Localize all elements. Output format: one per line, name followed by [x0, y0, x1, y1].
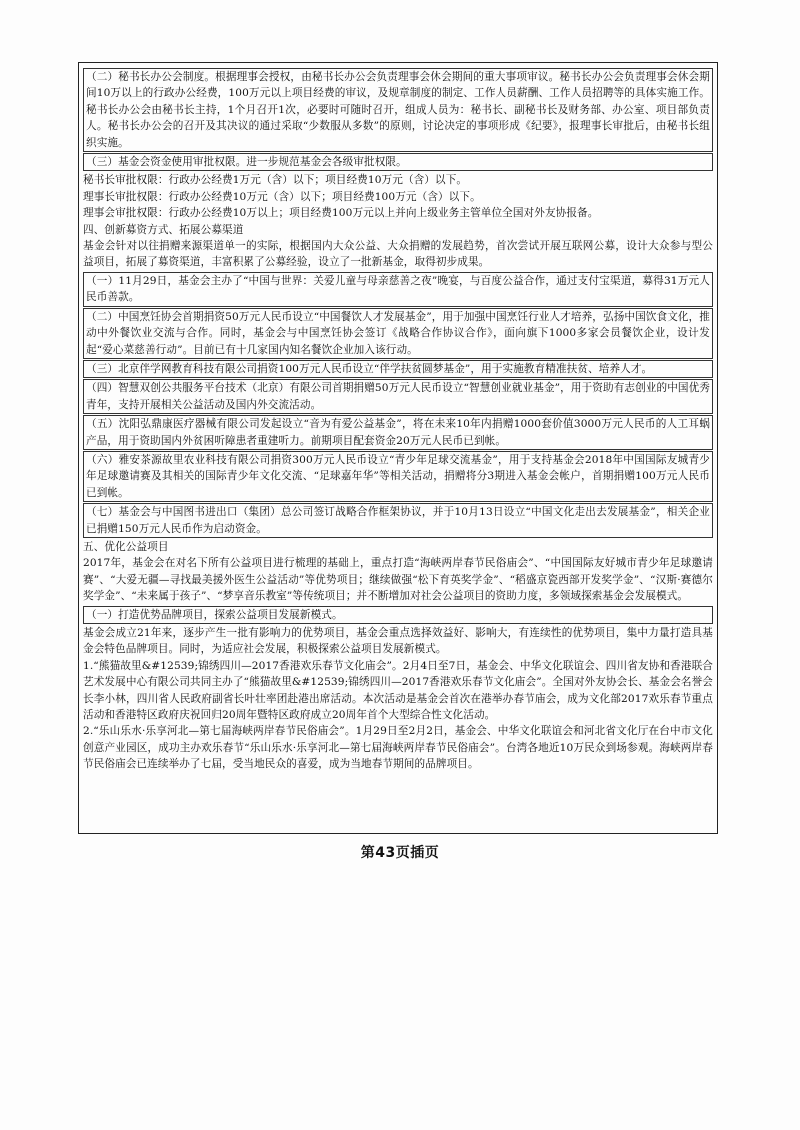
- paragraph: 2017年，基金会在对名下所有公益项目进行梳理的基础上，重点打造“海峡两岸春节民俗庙会”、“中国国际友好城市青少年足球邀请赛”、“大爱无疆—寻找最美援外医生公益活动”等优势项目；继续做强“松下育英奖学金”、“稻盛京瓷西部开发奖学金”、“汉斯·赛德尔奖学金”、“未来属于孩子”、“梦享音乐教室”等传统项目；并不断增加对社会公益项目的资助力度，多领域探索基金会发展模式。: [83, 557, 713, 603]
- paragraph: （三）北京伴学网教育科技有限公司捐资100万元人民币设立“伴学扶贫圆梦基金”，用于实施教育精准扶贫、培养人才。: [83, 360, 713, 378]
- paragraph: 1.“熊猫故里&#12539;锦绣四川—2017香港欢乐春节文化庙会”。2月4日至7日，基金会、中华文化联谊会、四川省友协和香港联合艺术发展中心有限公司共同主办了“熊猫故里&#12539;锦绣四川—2017香港欢乐春节文化庙会”。全国对外友协会长、基金会名誉会长李小林，四川省人民政府副省长叶壮率团赴港出席活动。本次活动是基金会首次在港举办春节庙会，成为文化部2017欢乐春节重点活动和香港特区政府庆祝回归20周年暨特区政府成立20周年首个大型综合性文化活动。: [83, 659, 713, 722]
- paragraph: 基金会成立21年来，逐步产生一批有影响力的优势项目，基金会重点选择效益好、影响大，有连续性的优势项目，集中力量打造具基金会特色品牌项目。同时，为适应社会发展，积极探索公益项目发展新模式。: [83, 627, 713, 656]
- paragraph: （二）秘书长办公会制度。根据理事会授权，由秘书长办公会负责理事会休会期间的重大事项审议。秘书长办公会负责理事会休会期间10万以上的行政办公经费，100万元以上项目经费的审议，及规章制度的制定、工作人员薪酬、工作人员招聘等的具体实施工作。秘书长办公会由秘书长主持，1个月召开1次，必要时可随时召开，组成人员为：秘书长、副秘书长及财务部、办公室、项目部负责人。秘书长办公会的召开及其决议的通过采取“少数服从多数”的原则，讨论决定的事项形成《纪要》，报理事长审批后，由秘书长组织实施。: [83, 68, 713, 152]
- paragraph: 基金会针对以往捐赠来源渠道单一的实际，根据国内大众公益、大众捐赠的发展趋势，首次尝试开展互联网公募，设计大众参与型公益项目，拓展了募资渠道，丰富积累了公募经验，设立了一批新基金，取得初步成果。: [83, 240, 713, 269]
- paragraph: （七）基金会与中国图书进出口（集团）总公司签订战略合作框架协议，并于10月13日设立“中国文化走出去发展基金”，相关企业已捐赠150万元人民币作为启动资金。: [83, 503, 713, 538]
- paragraph: 理事长审批权限：行政办公经费10万元（含）以下；项目经费100万元（含）以下。: [83, 190, 481, 203]
- paragraph: 四、创新募资方式、拓展公募渠道: [83, 223, 244, 236]
- document-body: [79, 63, 717, 773]
- paragraph: 秘书长审批权限：行政办公经费1万元（含）以下；项目经费10万元（含）以下。: [83, 174, 468, 187]
- paragraph: （六）雅安茶源故里农业科技有限公司捐资300万元人民币设立“青少年足球交流基金”，用于支持基金会2018年中国国际友城青少年足球邀请赛及其相关的国际青少年文化交流、“足球嘉年华”等相关活动，捐赠将分3期进入基金会帐户，首期捐赠100万元人民币已到帐。: [83, 451, 713, 502]
- paragraph: （四）智慧双创公共服务平台技术（北京）有限公司首期捐赠50万元人民币设立“智慧创业就业基金”，用于资助有志创业的中国优秀青年，支持开展相关公益活动及国内外交流活动。: [83, 379, 713, 414]
- paragraph: （一）打造优势品牌项目，探索公益项目发展新模式。: [83, 606, 713, 624]
- paragraph: （二）中国烹饪协会首期捐资50万元人民币设立“中国餐饮人才发展基金”，用于加强中国烹饪行业人才培养，弘扬中国饮食文化，推动中外餐饮业交流与合作。同时，基金会与中国烹饪协会签订《战略合作协议合作》，面向旗下1000多家会员餐饮企业，设计发起“爱心菜慈善行动”。目前已有十几家国内知名餐饮企业加入该行动。: [83, 308, 713, 359]
- paragraph: （三）基金会资金使用审批权限。进一步规范基金会各级审批权限。: [83, 153, 713, 171]
- paragraph: （五）沈阳弘鼎康医疗器械有限公司发起设立“音为有爱公益基金”，将在未来10年内捐赠1000套价值3000万元人民币的人工耳蜗产品，用于资助国内外贫困听障患者重建听力。前期项目配套资金20万元人民币已到帐。: [83, 415, 713, 450]
- paragraph: 2.“乐山乐水·乐享河北—第七届海峡两岸春节民俗庙会”。1月29日至2月2日，基金会、中华文化联谊会和河北省文化厅在台中市文化创意产业园区，成功主办欢乐春节“乐山乐水·乐享河北—第七届海峡两岸春节民俗庙会”。台湾各地近10万民众到场参观。海峡两岸春节民俗庙会已连续举办了七届，受当地民众的喜爱，成为当地春节期间的品牌项目。: [83, 725, 713, 771]
- paragraph: 理事会审批权限：行政办公经费10万以上；项目经费100万元以上并向上级业务主管单位全国对外友协报备。: [83, 207, 599, 220]
- paragraph: （一）11月29日，基金会主办了“中国与世界：关爱儿童与母亲慈善之夜”晚宴，与百度公益合作，通过支付宝渠道，募得31万元人民币善款。: [83, 272, 713, 307]
- page-frame: [78, 62, 718, 834]
- paragraph: 五、优化公益项目: [83, 540, 169, 553]
- page-footer: 第43页插页: [360, 845, 440, 861]
